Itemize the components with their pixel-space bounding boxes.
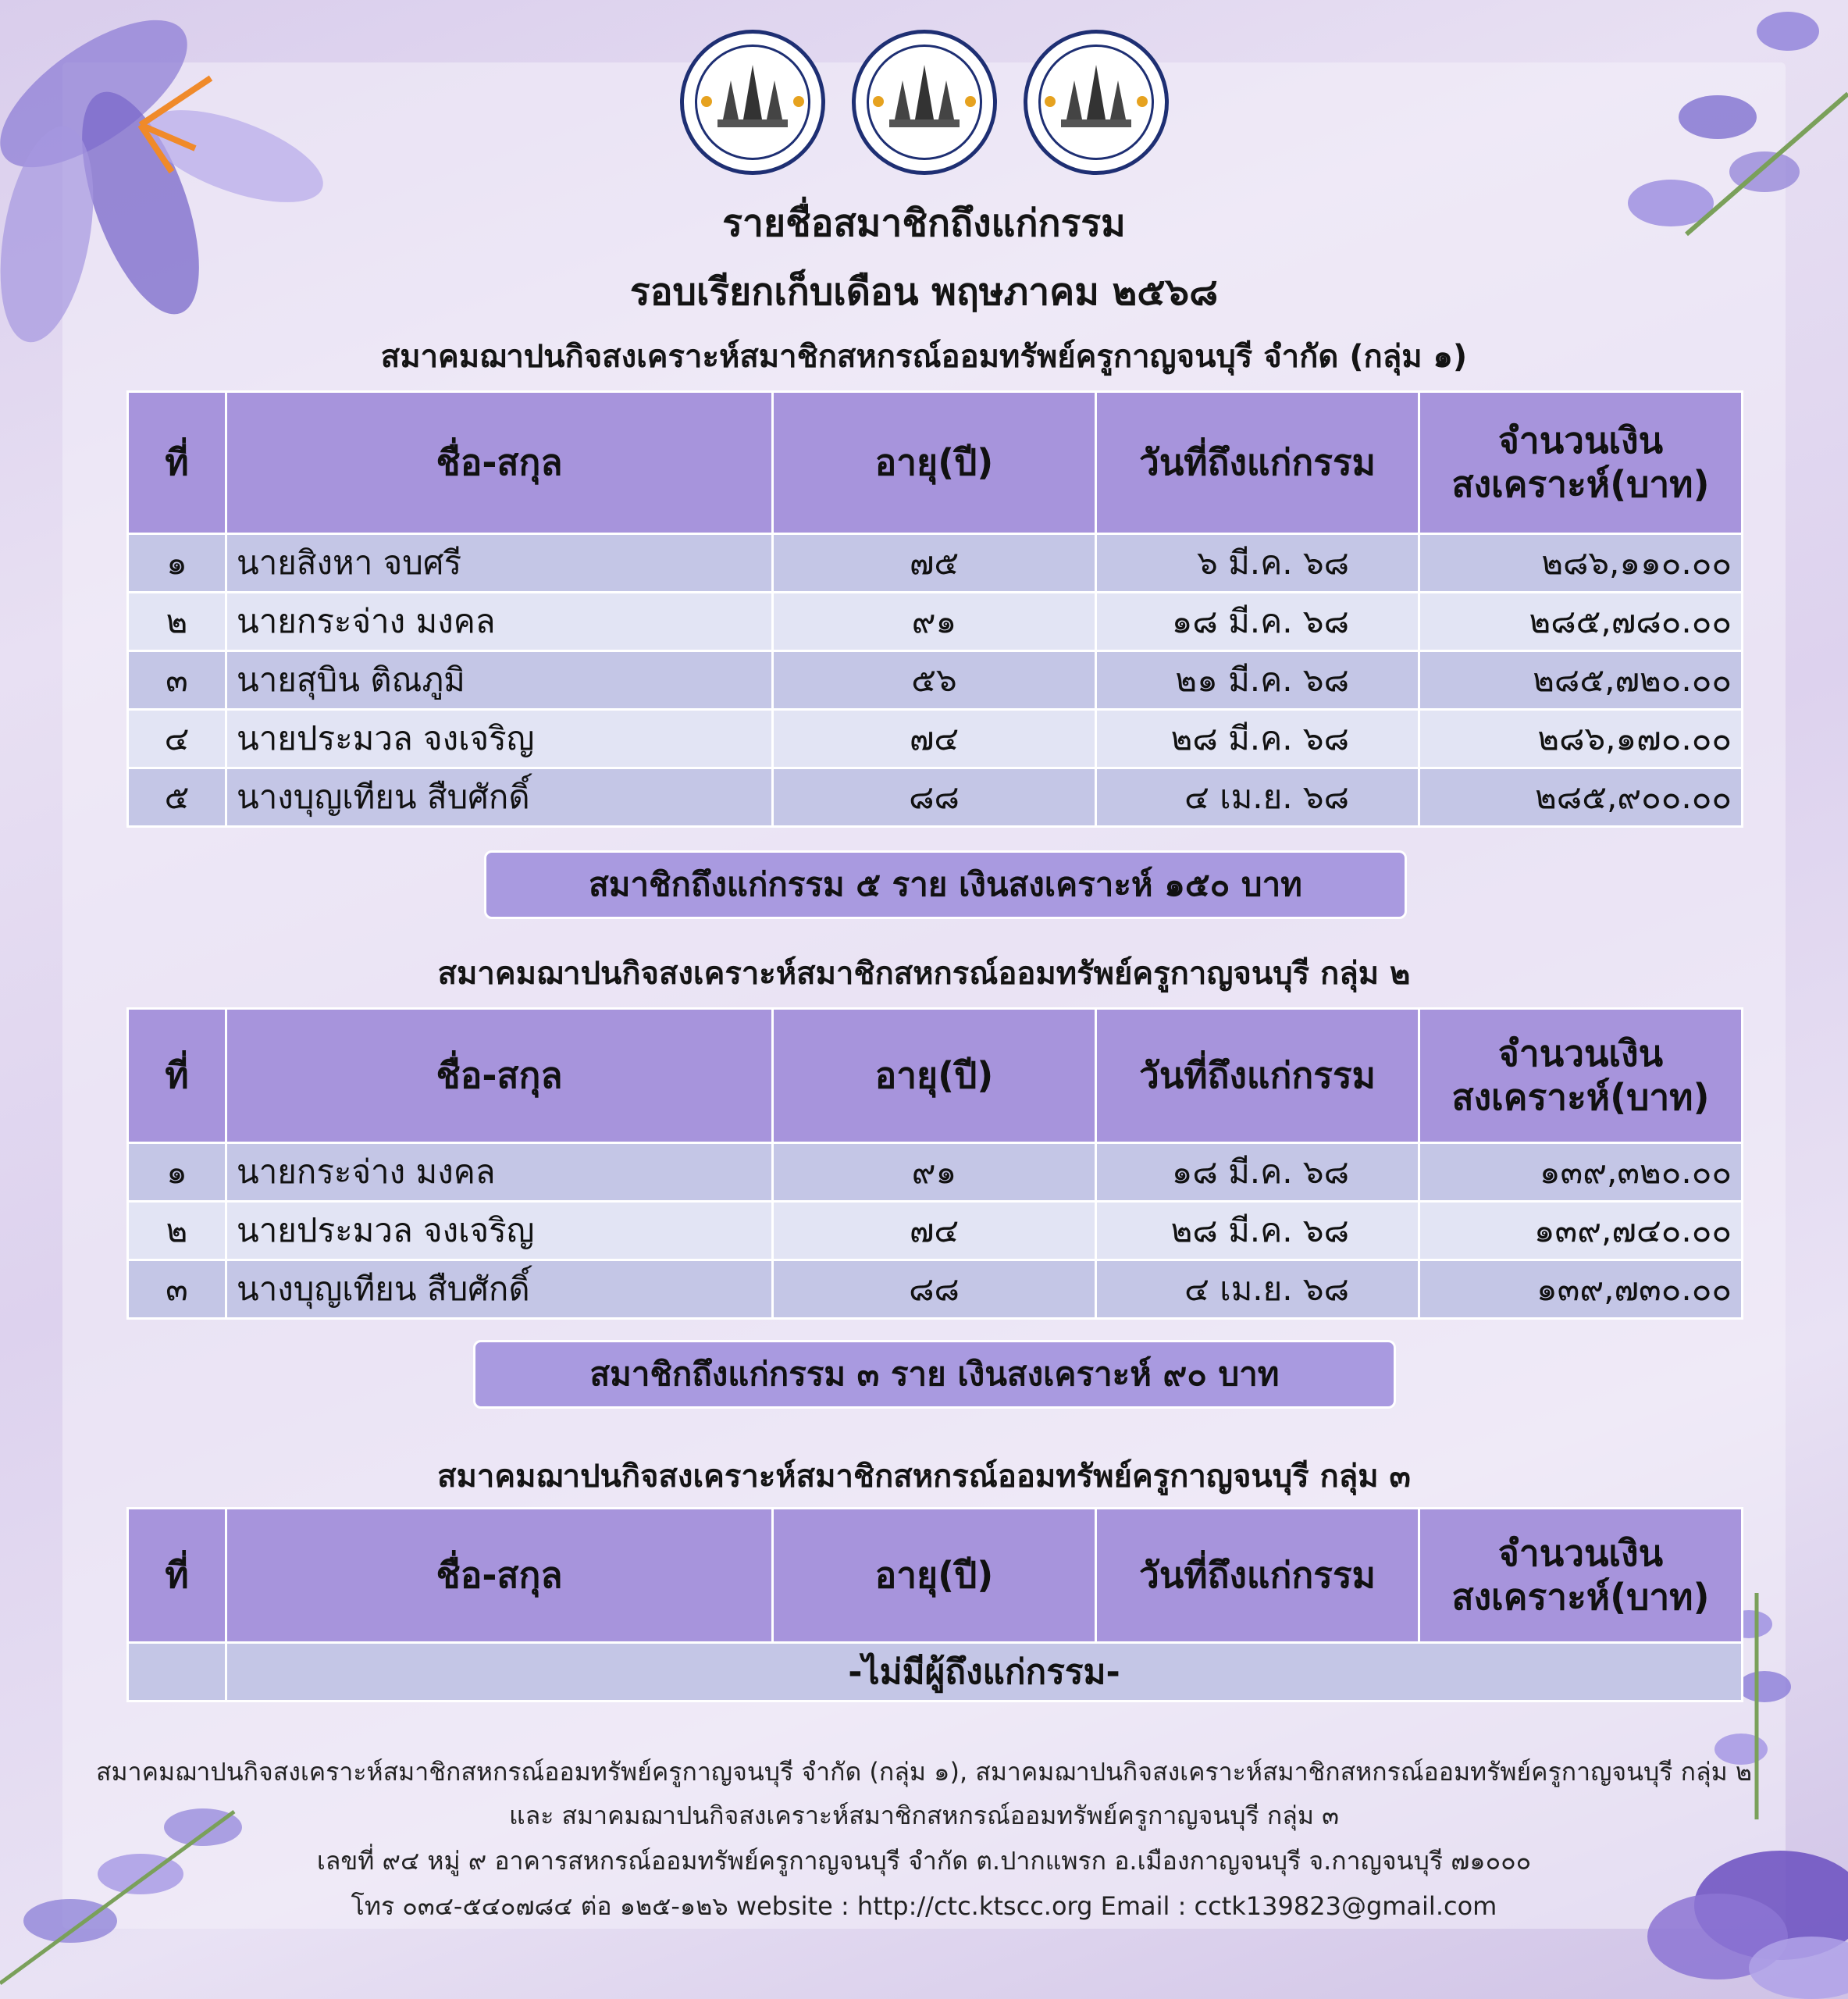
table-row bbox=[128, 534, 1743, 593]
no-deaths-message: -ไม่มีผู้ถึงแก่กรรม- bbox=[226, 1643, 1743, 1701]
row-no: ๑ bbox=[128, 534, 226, 593]
table-header-row bbox=[128, 392, 1743, 534]
group1-summary: สมาชิกถึงแก่กรรม ๕ ราย เงินสงเคราะห์ ๑๕๐ บาท bbox=[484, 850, 1407, 919]
page-subtitle: รอบเรียกเก็บเดือน พฤษภาคม ๒๕๖๘ bbox=[629, 270, 1219, 314]
col-amount-header: จำนวนเงิน สงเคราะห์(บาท) bbox=[1419, 1509, 1743, 1643]
group3-table bbox=[126, 1507, 1743, 1702]
row-no bbox=[128, 1643, 226, 1701]
row-amount: ๑๓๙,๗๔๐.๐๐ bbox=[1419, 1202, 1743, 1260]
col-name-header: ชื่อ-สกุล bbox=[226, 1509, 773, 1643]
col-no-header: ที่ bbox=[128, 1009, 226, 1143]
row-name: นายกระจ่าง มงคล bbox=[226, 593, 773, 651]
col-age-header: อายุ(ปี) bbox=[773, 1009, 1096, 1143]
row-no: ๓ bbox=[128, 651, 226, 710]
col-amount-header: จำนวนเงิน สงเคราะห์(บาท) bbox=[1419, 392, 1743, 534]
footer-address: เลขที่ ๙๔ หมู่ ๙ อาคารสหกรณ์ออมทรัพย์ครูกาญจนบุรี จำกัด ต.ปากแพรก อ.เมืองกาญจนบุรี จ.กาญจนบุรี ๗๑๐๐๐ bbox=[316, 1846, 1532, 1876]
row-date: ๑๘ มี.ค. ๖๘ bbox=[1096, 593, 1419, 651]
row-no: ๑ bbox=[128, 1143, 226, 1202]
group1-heading: สมาคมฌาปนกิจสงเคราะห์สมาชิกสหกรณ์ออมทรัพย์ครูกาญจนบุรี จำกัด (กลุ่ม ๑) bbox=[380, 339, 1468, 375]
col-no-header: ที่ bbox=[128, 1509, 226, 1643]
col-name-header: ชื่อ-สกุล bbox=[226, 392, 773, 534]
row-amount: ๑๓๙,๓๒๐.๐๐ bbox=[1419, 1143, 1743, 1202]
table-header-row bbox=[128, 1509, 1743, 1643]
row-date: ๒๘ มี.ค. ๖๘ bbox=[1096, 1202, 1419, 1260]
row-no: ๒ bbox=[128, 1202, 226, 1260]
group2-heading: สมาคมฌาปนกิจสงเคราะห์สมาชิกสหกรณ์ออมทรัพย์ครูกาญจนบุรี กลุ่ม ๒ bbox=[437, 956, 1411, 992]
row-name: นายสิงหา จบศรี bbox=[226, 534, 773, 593]
row-no: ๔ bbox=[128, 710, 226, 768]
row-amount: ๒๘๕,๙๐๐.๐๐ bbox=[1419, 768, 1743, 827]
row-date: ๑๘ มี.ค. ๖๘ bbox=[1096, 1143, 1419, 1202]
row-no: ๒ bbox=[128, 593, 226, 651]
association-logo-icon bbox=[1024, 30, 1169, 175]
group2-summary: สมาชิกถึงแก่กรรม ๓ ราย เงินสงเคราะห์ ๙๐ บาท bbox=[473, 1340, 1396, 1409]
row-age: ๙๑ bbox=[773, 1143, 1096, 1202]
table-header-row bbox=[128, 1009, 1743, 1143]
table-row bbox=[128, 768, 1743, 827]
col-date-header: วันที่ถึงแก่กรรม bbox=[1096, 392, 1419, 534]
col-age-header: อายุ(ปี) bbox=[773, 1509, 1096, 1643]
group2-table bbox=[126, 1007, 1743, 1320]
table-row bbox=[128, 593, 1743, 651]
col-date-header: วันที่ถึงแก่กรรม bbox=[1096, 1509, 1419, 1643]
row-name: นายประมวล จงเจริญ bbox=[226, 710, 773, 768]
row-date: ๒๑ มี.ค. ๖๘ bbox=[1096, 651, 1419, 710]
row-age: ๗๔ bbox=[773, 710, 1096, 768]
row-age: ๙๑ bbox=[773, 593, 1096, 651]
group1-table bbox=[126, 390, 1743, 828]
col-name-header: ชื่อ-สกุล bbox=[226, 1009, 773, 1143]
footer-line: สมาคมฌาปนกิจสงเคราะห์สมาชิกสหกรณ์ออมทรัพย์ครูกาญจนบุรี จำกัด (กลุ่ม ๑), สมาคมฌาปนกิจสงเคราะห์สมาชิกสหกรณ์ออมทรัพย์ครูกาญจนบุรี กลุ่ม ๒ bbox=[95, 1757, 1752, 1787]
col-no-header: ที่ bbox=[128, 392, 226, 534]
row-name: นางบุญเทียน สืบศักดิ์ bbox=[226, 768, 773, 827]
table-row bbox=[128, 1643, 1743, 1701]
row-age: ๘๘ bbox=[773, 1260, 1096, 1319]
association-logo-icon bbox=[852, 30, 997, 175]
row-age: ๕๖ bbox=[773, 651, 1096, 710]
row-date: ๖ มี.ค. ๖๘ bbox=[1096, 534, 1419, 593]
page-title: รายชื่อสมาชิกถึงแก่กรรม bbox=[722, 201, 1126, 245]
row-amount: ๒๘๖,๑๑๐.๐๐ bbox=[1419, 534, 1743, 593]
row-amount: ๒๘๕,๗๘๐.๐๐ bbox=[1419, 593, 1743, 651]
logo-row bbox=[0, 30, 1848, 175]
row-name: นายสุบิน ติณภูมิ bbox=[226, 651, 773, 710]
table-row bbox=[128, 651, 1743, 710]
row-date: ๔ เม.ย. ๖๘ bbox=[1096, 1260, 1419, 1319]
row-name: นายกระจ่าง มงคล bbox=[226, 1143, 773, 1202]
row-date: ๔ เม.ย. ๖๘ bbox=[1096, 768, 1419, 827]
association-logo-icon bbox=[680, 30, 825, 175]
col-age-header: อายุ(ปี) bbox=[773, 392, 1096, 534]
row-amount: ๑๓๙,๗๓๐.๐๐ bbox=[1419, 1260, 1743, 1319]
row-age: ๗๕ bbox=[773, 534, 1096, 593]
table-row bbox=[128, 1143, 1743, 1202]
row-age: ๗๔ bbox=[773, 1202, 1096, 1260]
col-date-header: วันที่ถึงแก่กรรม bbox=[1096, 1009, 1419, 1143]
group3-heading: สมาคมฌาปนกิจสงเคราะห์สมาชิกสหกรณ์ออมทรัพย์ครูกาญจนบุรี กลุ่ม ๓ bbox=[437, 1459, 1411, 1495]
col-amount-header: จำนวนเงิน สงเคราะห์(บาท) bbox=[1419, 1009, 1743, 1143]
table-row bbox=[128, 710, 1743, 768]
row-name: นายประมวล จงเจริญ bbox=[226, 1202, 773, 1260]
footer-contact: โทร ๐๓๔-๕๔๐๗๘๔ ต่อ ๑๒๕-๑๒๖ website : http://ctc.ktscc.org Email : cctk139823@gmail.com bbox=[351, 1891, 1497, 1921]
row-amount: ๒๘๖,๑๗๐.๐๐ bbox=[1419, 710, 1743, 768]
row-age: ๘๘ bbox=[773, 768, 1096, 827]
row-date: ๒๘ มี.ค. ๖๘ bbox=[1096, 710, 1419, 768]
row-amount: ๒๘๕,๗๒๐.๐๐ bbox=[1419, 651, 1743, 710]
table-row bbox=[128, 1260, 1743, 1319]
table-row bbox=[128, 1202, 1743, 1260]
row-name: นางบุญเทียน สืบศักดิ์ bbox=[226, 1260, 773, 1319]
footer-line: และ สมาคมฌาปนกิจสงเคราะห์สมาชิกสหกรณ์ออมทรัพย์ครูกาญจนบุรี กลุ่ม ๓ bbox=[508, 1801, 1340, 1830]
row-no: ๓ bbox=[128, 1260, 226, 1319]
row-no: ๕ bbox=[128, 768, 226, 827]
